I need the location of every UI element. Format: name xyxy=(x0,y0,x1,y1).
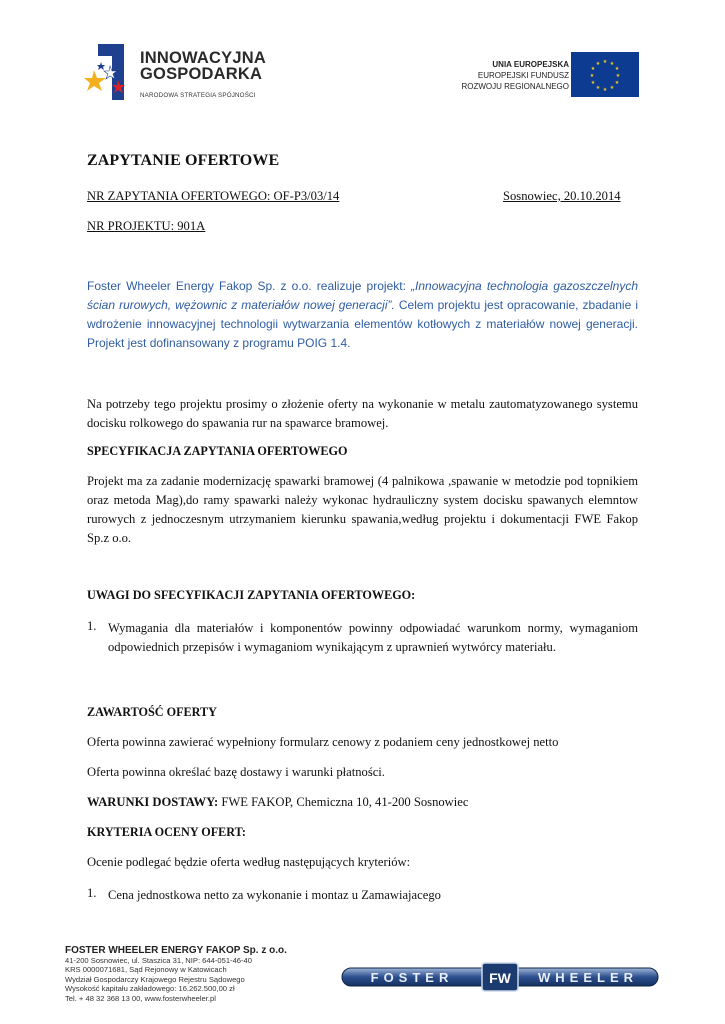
svg-text:★: ★ xyxy=(602,87,608,93)
criteria-item-text: Cena jednostkowa netto za wykonanie i montaz u Zamawiajacego xyxy=(108,888,441,902)
project-intro-paragraph xyxy=(87,277,638,353)
ig-star-emblem-icon xyxy=(84,40,138,106)
fw-logo-right-text: WHEELER xyxy=(538,970,638,985)
eu-flag-icon xyxy=(571,52,639,97)
offer-content-heading: ZAWARTOŚĆ OFERTY xyxy=(87,705,217,719)
innowacyjna-gospodarka-logo xyxy=(84,40,294,106)
footer-line-3: Wydział Gospodarczy Krajowego Rejestru Sądowego xyxy=(65,974,245,984)
offer-line-1: Oferta powinna zawierać wypełniony formularz cenowy z podaniem ceny jednostkowej netto xyxy=(87,735,559,749)
svg-text:★: ★ xyxy=(590,80,596,86)
footer-company-info xyxy=(65,946,287,1004)
svg-text:★: ★ xyxy=(614,80,620,86)
footer-line-5: Tel. + 48 32 368 13 00, www.fosterwheeler.pl xyxy=(65,993,216,1003)
delivery-terms xyxy=(87,795,468,810)
footer-line-1: 41-200 Sosnowiec, ul. Staszica 31, NIP: 644-051-46-40 xyxy=(65,955,252,965)
ue-logo-line1: UNIA EUROPEJSKA xyxy=(492,60,569,69)
footer-company-name: FOSTER WHEELER ENERGY FAKOP Sp. z o.o. xyxy=(65,945,287,956)
svg-text:★: ★ xyxy=(614,66,620,72)
spec-heading: SPECYFIKACJA ZAPYTANIA OFERTOWEGO xyxy=(87,444,348,458)
criteria-item-number: 1. xyxy=(87,886,97,900)
eu-stars-icon xyxy=(571,52,639,97)
ue-logo-line3: ROZWOJU REGIONALNEGO xyxy=(461,82,569,91)
svg-text:★: ★ xyxy=(595,85,601,91)
inquiry-number: NR ZAPYTANIA OFERTOWEGO: OF-P3/03/14 xyxy=(87,189,340,203)
intro-part1: Foster Wheeler Energy Fakop Sp. z o.o. realizuje projekt: xyxy=(87,279,412,293)
svg-text:★: ★ xyxy=(615,73,621,79)
document-title: ZAPYTANIE OFERTOWE xyxy=(87,152,280,169)
delivery-label: WARUNKI DOSTAWY: xyxy=(87,795,219,809)
ig-logo-line2: GOSPODARKA xyxy=(140,65,263,83)
fw-logo-left-text: FOSTER xyxy=(370,970,454,985)
remarks-item-text: Wymagania dla materiałów i komponentów powinny odpowiadać warunkom normy, wymaganiom odpowiednich przepisów i wymaganiom wynikającym z uprawnień wytwórcy materiału. xyxy=(108,621,638,654)
footer-line-4: Wysokość kapitału zakładowego: 16.262.500,00 zł xyxy=(65,984,235,994)
spec-paragraph: Projekt ma za zadanie modernizację spawarki bramowej (4 palnikowa ,spawanie w metodzie pod topnikiem oraz metoda Mag),do ramy spawarki należy wykonac hydrauliczny system docisku spawanych elemntow rurowych z jednoczesnym utrzymaniem kierunku spawania,według projektu i dokumentacji FWE Fakop Sp.z o.o. xyxy=(87,474,638,545)
project-number: NR PROJEKTU: 901A xyxy=(87,219,206,233)
foster-wheeler-logo xyxy=(340,962,660,992)
remarks-item-number: 1. xyxy=(87,619,97,633)
criteria-intro: Ocenie podlegać będzie oferta według następujących kryteriów: xyxy=(87,855,411,869)
place-date: Sosnowiec, 20.10.2014 xyxy=(503,189,621,203)
ig-logo-line1: INNOWACYJNA xyxy=(140,49,266,67)
svg-text:★: ★ xyxy=(602,59,608,65)
intro-project-name: „Innowacyjna technologia gazoszczelnych ścian rurowych, wężownic z materiałów nowej generacji”. xyxy=(87,279,639,312)
ue-logo-line2: EUROPEJSKI FUNDUSZ xyxy=(477,71,569,80)
criteria-heading: KRYTERIA OCENY OFERT: xyxy=(87,825,246,839)
svg-text:★: ★ xyxy=(609,85,615,91)
remarks-heading: UWAGI DO SFECYFIKACJI ZAPYTANIA OFERTOWEGO: xyxy=(87,588,416,602)
fw-logo-monogram: FW xyxy=(489,970,511,986)
foster-wheeler-logo-icon xyxy=(340,962,660,992)
delivery-value: FWE FAKOP, Chemiczna 10, 41-200 Sosnowiec xyxy=(218,795,469,809)
svg-text:★: ★ xyxy=(589,73,595,79)
intro-part2: Celem projektu jest opracowanie, zbadanie i wdrożenie innowacyjnej technologii wytwarzania elementów kotłowych z materiałów nowej generacji. Projekt jest dofinansowany z programu POIG 1.4. xyxy=(87,298,638,350)
svg-text:★: ★ xyxy=(609,61,615,67)
footer-line-2: KRS 0000071681, Sąd Rejonowy w Katowicach xyxy=(65,965,227,975)
offer-line-2: Oferta powinna określać bazę dostawy i warunki płatności. xyxy=(87,765,385,779)
ig-logo-line3: NARODOWA STRATEGIA SPÓJNOŚCI xyxy=(140,92,256,99)
request-paragraph: Na potrzeby tego projektu prosimy o złożenie oferty na wykonanie w metalu zautomatyzowanego systemu docisku rolkowego do spawania rur na spawarce bramowej. xyxy=(87,397,638,430)
svg-text:★: ★ xyxy=(590,66,596,72)
svg-text:★: ★ xyxy=(595,61,601,67)
